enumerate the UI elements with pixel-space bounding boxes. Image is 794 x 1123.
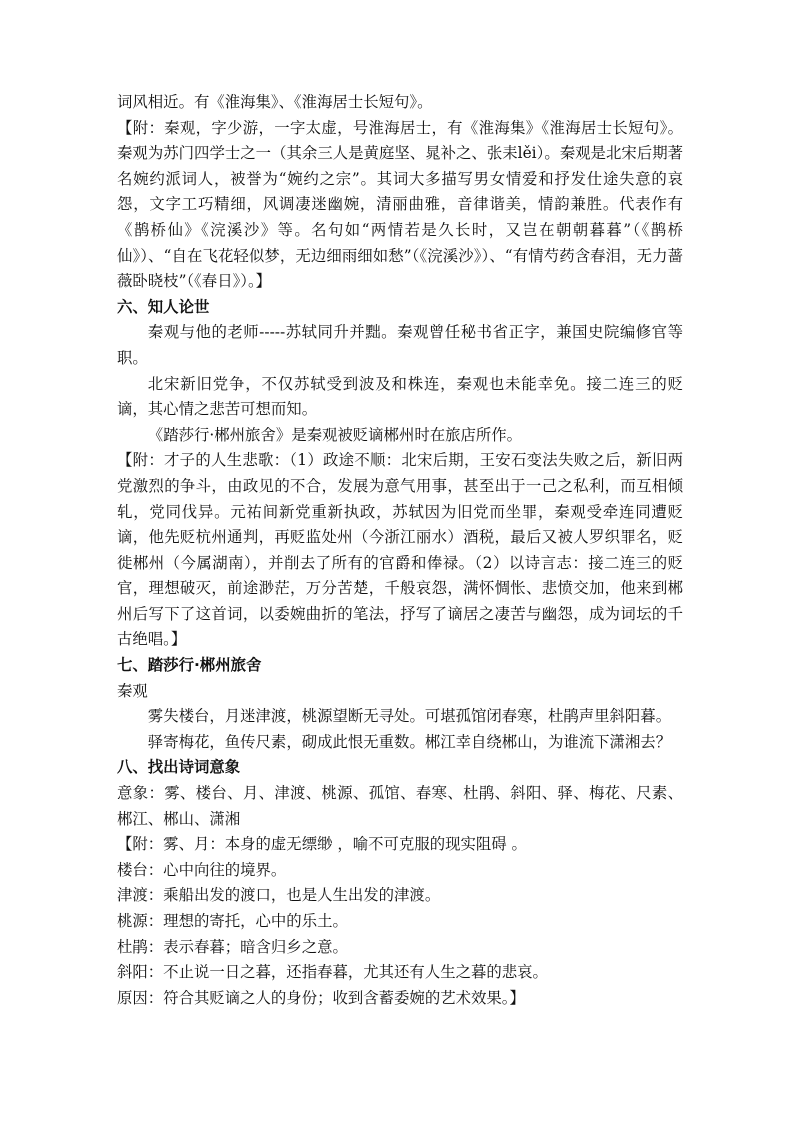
- intro-line: 词风相近。有《淮海集》、《淮海居士长短句》。: [117, 93, 433, 111]
- imagery-note-line: 斜阳：不止说一日之暮，还指春暮，尤其还有人生之暮的悲哀。: [117, 963, 548, 982]
- section-heading-6: 六、知人论世: [117, 297, 210, 316]
- imagery-note-line: 杜鹃：表示春暮；暗含归乡之意。: [117, 937, 348, 956]
- imagery-note-line: 原因：符合其贬谪之人的身份；收到含蓄委婉的艺术效果。】: [117, 988, 525, 1007]
- document-page: [117, 90, 683, 1011]
- imagery-list: 意象：雾、楼台、月、津渡、桃源、孤馆、春寒、杜鹃、斜阳、驿、梅花、尺素、郴江、郴山、潇湘: [117, 784, 683, 828]
- imagery-note-line: 津渡：乘船出发的渡口，也是人生出发的津渡。: [117, 886, 441, 905]
- poem-stanza: 雾失楼台，月迷津渡，桃源望断无寻处。可堪孤馆闭春寒，杜鹃声里斜阳暮。: [147, 707, 672, 726]
- imagery-note-line: 楼台：心中向往的境界。: [117, 860, 287, 879]
- imagery-note-line: 【附：雾、月：本身的虚无缥缈 ，喻不可克服的现实阻碍 。: [117, 835, 527, 854]
- poem-stanza: 驿寄梅花，鱼传尺素，砌成此恨无重数。郴江幸自绕郴山，为谁流下潇湘去？: [147, 732, 672, 751]
- body-paragraph: 《踏莎行·郴州旅舍》是秦观被贬谪郴州时在旅店所作。: [147, 425, 523, 444]
- section-heading-7: 七、踏莎行·郴州旅舍: [117, 656, 262, 675]
- author-note: 【附：秦观，字少游，一字太虚，号淮海居士，有《淮海集》《淮海居士长短句》。秦观为苏门四学士之一（其余三人是黄庭坚、晁补之、张耒lěi）。秦观是北宋后期著名婉约派词人，被誉为“婉约之宗”。其词大多描写男女情爱和抒发仕途失意的哀怨，文字工巧精细，风调凄迷幽婉，清丽曲雅，音律谐美，情韵兼胜。代表作有《鹊桥仙》《浣溪沙》等。名句如“两情若是久长时，又岂在朝朝暮暮”（《鹊桥仙》）、“自在飞花轻似梦，无边细雨细如愁”（《浣溪沙》）、“有情芍药含春泪，无力蔷薇卧晓枝”（《春日》）。】: [117, 118, 683, 291]
- background-note: 【附：才子的人生悲歌：（1）政途不顺：北宋后期，王安石变法失败之后，新旧两党激烈的争斗，由政见的不合，发展为意气用事，甚至出于一己之私利，而互相倾轧，党同伐异。元祐间新党重新执政，苏轼因为旧党而坐罪，秦观受牵连同遭贬谪，他先贬杭州通判，再贬监处州（今浙江丽水）酒税，最后又被人罗织罪名，贬徙郴州（今属湖南），并削去了所有的官爵和俸禄。（2）以诗言志：接二连三的贬官，理想破灭，前途渺茫，万分苦楚，千般哀怨，满怀惆怅、悲愤交加，他来到郴州后写下了这首词，以委婉曲折的笔法，抒写了谪居之凄苦与幽怨，成为词坛的千古绝唱。】: [117, 451, 683, 649]
- body-paragraph: 秦观与他的老师-----苏轼同升并黜。秦观曾任秘书省正字，兼国史院编修官等职。: [117, 323, 683, 367]
- imagery-note-line: 桃源：理想的寄托，心中的乐土。: [117, 912, 348, 930]
- body-paragraph: 北宋新旧党争，不仅苏轼受到波及和株连，秦观也未能幸免。接二连三的贬谪，其心情之悲苦可想而知。: [117, 374, 683, 419]
- section-heading-8: 八、找出诗词意象: [117, 758, 241, 777]
- poem-author: 秦观: [117, 681, 148, 700]
